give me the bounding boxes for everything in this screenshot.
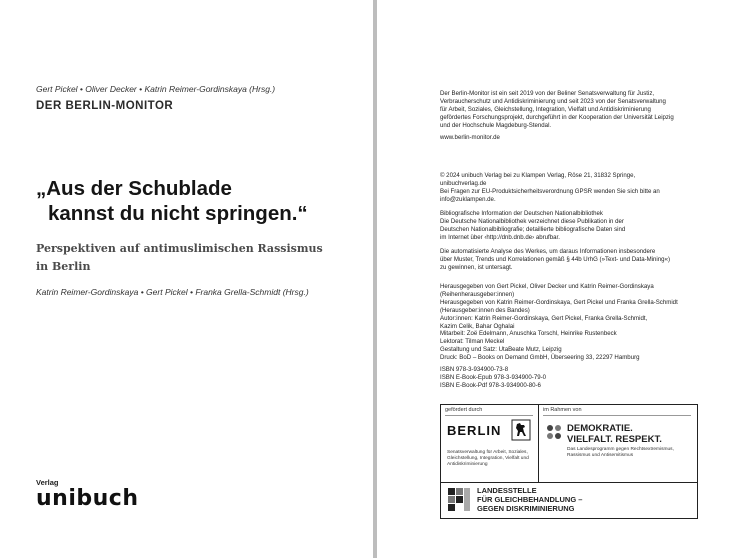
book-subtitle	[36, 240, 323, 276]
tdm-notice: Die automatisierte Analyse des Werkes, um daraus Informationen insbesondere über Muster, Trends und Korrelationen gemäß § 44b UrhG (»Text- und Data-Mining«) zu gewinnen, ist untersagt.	[440, 248, 670, 271]
framework-rule	[543, 415, 691, 416]
bibliographic-info: Bibliografische Information der Deutschen Nationalbibliothek Die Deutsche Nationalbibliothek verzeichnet diese Publikation in der Deutschen Nationalbibliografie; detaillierte bibliografische Daten sind im Internet über ‹http://dnb.dnb.de› abrufbar.	[440, 210, 626, 241]
publisher-logo-small-text: Verlag	[36, 478, 59, 487]
isbn-block: ISBN 978-3-934900-73-8 ISBN E-Book-Epub 978-3-934900-79-0 ISBN E-Book-Pdf 978-3-934900-80-6	[440, 366, 547, 389]
credits-block: Herausgegeben von Gert Pickel, Oliver Decker und Katrin Reimer-Gordinskaya (Reihenherausgeber:innen) Herausgegeben von Katrin Reimer-Gordinskaya, Gert Pickel und Franka Grella-Schmidt (Herausgeber:innen des Bandes) Autor:innen: Katrin Reimer-Gordinskaya, Gert Pickel, Franka Grella-Schmidt, Kazim Celik, Bahar Oghalai Mitarbeit: Zoë Edelmann, Anuschka Torschl, Heinrike Rustenbeck Lektorat: Tilman Meckel Gestaltung und Satz: UtaBeate Mutz, Leipzig Druck: BoD – Books on Demand GmbH, Überseering 33, 22297 Hamburg	[440, 283, 678, 362]
book-title-line-1: „Aus der Schublade	[36, 177, 232, 200]
publisher-logo	[36, 478, 138, 511]
book-title-line-2: kannst du nicht springen.“	[48, 202, 308, 225]
dvr-logo-icon	[545, 423, 563, 441]
funded-by-label: gefördert durch	[445, 407, 483, 413]
funded-by-rule	[445, 415, 533, 416]
publisher-logo-name: unibuch	[36, 486, 139, 511]
dvr-subtitle: Das Landesprogramm gegen Rechtsextremismus, Rassismus und Antisemitismus	[567, 447, 674, 458]
book-title	[36, 176, 308, 226]
dvr-title	[567, 423, 662, 445]
subtitle-line-1: Perspektiven auf antimuslimischen Rassismus	[36, 242, 323, 255]
lade-title-line-2: FÜR GLEICHBEHANDLUNG –	[477, 495, 583, 504]
series-title: DER BERLIN-MONITOR	[36, 100, 174, 112]
lade-title-line-1: LANDESSTELLE	[477, 486, 537, 495]
imprint-page	[377, 0, 750, 558]
dvr-title-line-1: DEMOKRATIE.	[567, 423, 633, 434]
subtitle-line-2: in Berlin	[36, 260, 91, 273]
lade-logo-icon	[447, 487, 471, 513]
funding-top-row	[441, 405, 697, 483]
copyright-block: © 2024 unibuch Verlag bei zu Klampen Verlag, Röse 21, 31832 Springe, unibuchverlag.de Bei Fragen zur EU-Produktsicherheitsverordnung GPSR wenden Sie sich bitte an info@zuklampen.de.	[440, 172, 660, 203]
series-editors: Gert Pickel • Oliver Decker • Katrin Reimer-Gordinskaya (Hrsg.)	[36, 84, 276, 94]
senate-department: Senatsverwaltung für Arbeit, Soziales, Gleichstellung, Integration, Vielfalt und Antidiskriminierung	[447, 450, 529, 467]
volume-editors: Katrin Reimer-Gordinskaya • Gert Pickel • Franka Grella-Schmidt (Hrsg.)	[36, 287, 309, 297]
lade-title-line-3: GEGEN DISKRIMINIERUNG	[477, 504, 575, 513]
berlin-bear-icon	[511, 419, 531, 441]
website-link: www.berlin-monitor.de	[440, 134, 500, 141]
title-page	[0, 0, 373, 558]
lade-title	[477, 486, 582, 513]
funding-divider	[538, 405, 539, 482]
berlin-wordmark: BERLIN	[447, 423, 502, 438]
funding-logos-box	[440, 404, 698, 519]
dvr-title-line-2: VIELFALT. RESPEKT.	[567, 434, 662, 445]
about-paragraph: Der Berlin-Monitor ist ein seit 2019 von der Beliner Senatsverwaltung für Justiz, Verbraucherschutz und Antidiskriminierung und seit 2023 von der Senatsverwaltung für Arbeit, Soziales, Gleichstellung, Integration, Vielfalt und Antidiskriminierung gefördertes Forschungsprojekt, durchgeführt in der Kooperation der Universität Leipzig und der Hochschule Magdeburg-Stendal.	[440, 90, 674, 129]
framework-label: im Rahmen von	[543, 407, 582, 413]
